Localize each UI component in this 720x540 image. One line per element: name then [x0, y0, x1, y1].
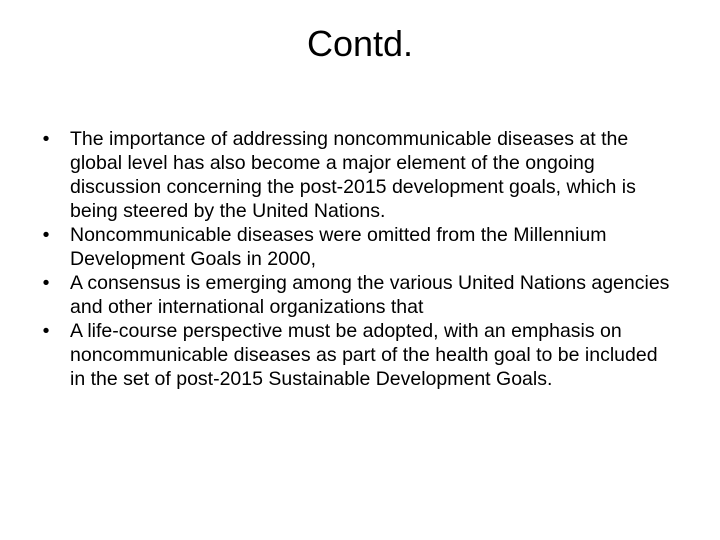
bullet-item: [36, 223, 676, 271]
bullet-list: [36, 127, 676, 391]
bullet-icon: •: [42, 320, 50, 342]
bullet-item: [36, 319, 676, 391]
bullet-text: A consensus is emerging among the various United Nations agencies and other international organizations that: [70, 272, 670, 318]
bullet-item: [36, 127, 676, 223]
bullet-text: The importance of addressing noncommunicable diseases at the global level has also become a major element of the ongoing discussion concerning the post-2015 development goals, which is being steered by the United Nations.: [70, 128, 636, 222]
bullet-icon: •: [42, 224, 50, 246]
bullet-text: A life-course perspective must be adopted, with an emphasis on noncommunicable diseases as part of the health goal to be included in the set of post-2015 Sustainable Development Goals.: [70, 320, 658, 390]
bullet-icon: •: [42, 272, 50, 294]
bullet-item: [36, 271, 676, 319]
bullet-text: Noncommunicable diseases were omitted from the Millennium Development Goals in 2000,: [70, 224, 607, 270]
slide-title: Contd.: [306, 23, 414, 64]
bullet-icon: •: [42, 128, 50, 150]
